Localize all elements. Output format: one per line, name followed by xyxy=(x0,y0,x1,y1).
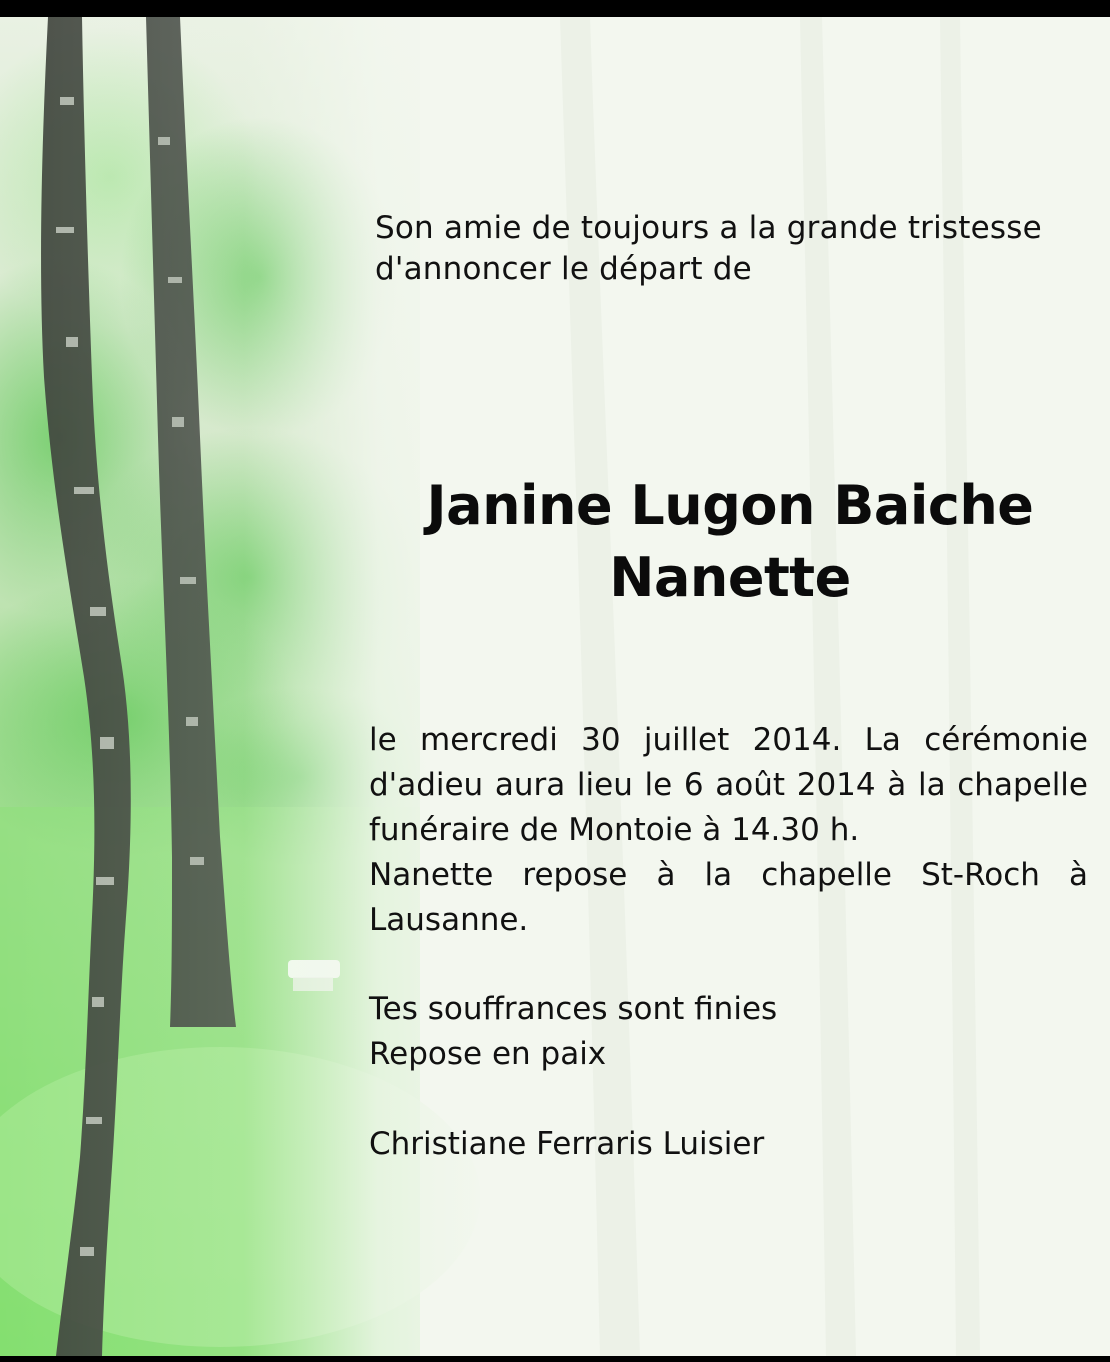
closing-line-2: Repose en paix xyxy=(369,1036,607,1072)
notice-message xyxy=(369,718,1088,943)
full-name: Janine Lugon Baiche xyxy=(426,474,1034,537)
resting-place-paragraph: Nanette repose à la chapelle St-Roch à Lausanne. xyxy=(369,857,1088,938)
intro-text xyxy=(375,208,1075,290)
signature: Christiane Ferraris Luisier xyxy=(369,1126,765,1162)
bottom-border xyxy=(0,1356,1110,1362)
intro-line-2: d'annoncer le départ de xyxy=(375,251,752,287)
deceased-name xyxy=(330,470,1110,614)
top-border xyxy=(0,0,1110,17)
closing-line-1: Tes souffrances sont finies xyxy=(369,991,778,1027)
ceremony-paragraph: le mercredi 30 juillet 2014. La cérémonie d'adieu aura lieu le 6 août 2014 à la chapelle funéraire de Montoie à 14.30 h. xyxy=(369,722,1088,848)
closing-words xyxy=(369,987,1069,1077)
intro-line-1: Son amie de toujours a la grande tristesse xyxy=(375,210,1042,246)
nickname: Nanette xyxy=(609,546,851,609)
